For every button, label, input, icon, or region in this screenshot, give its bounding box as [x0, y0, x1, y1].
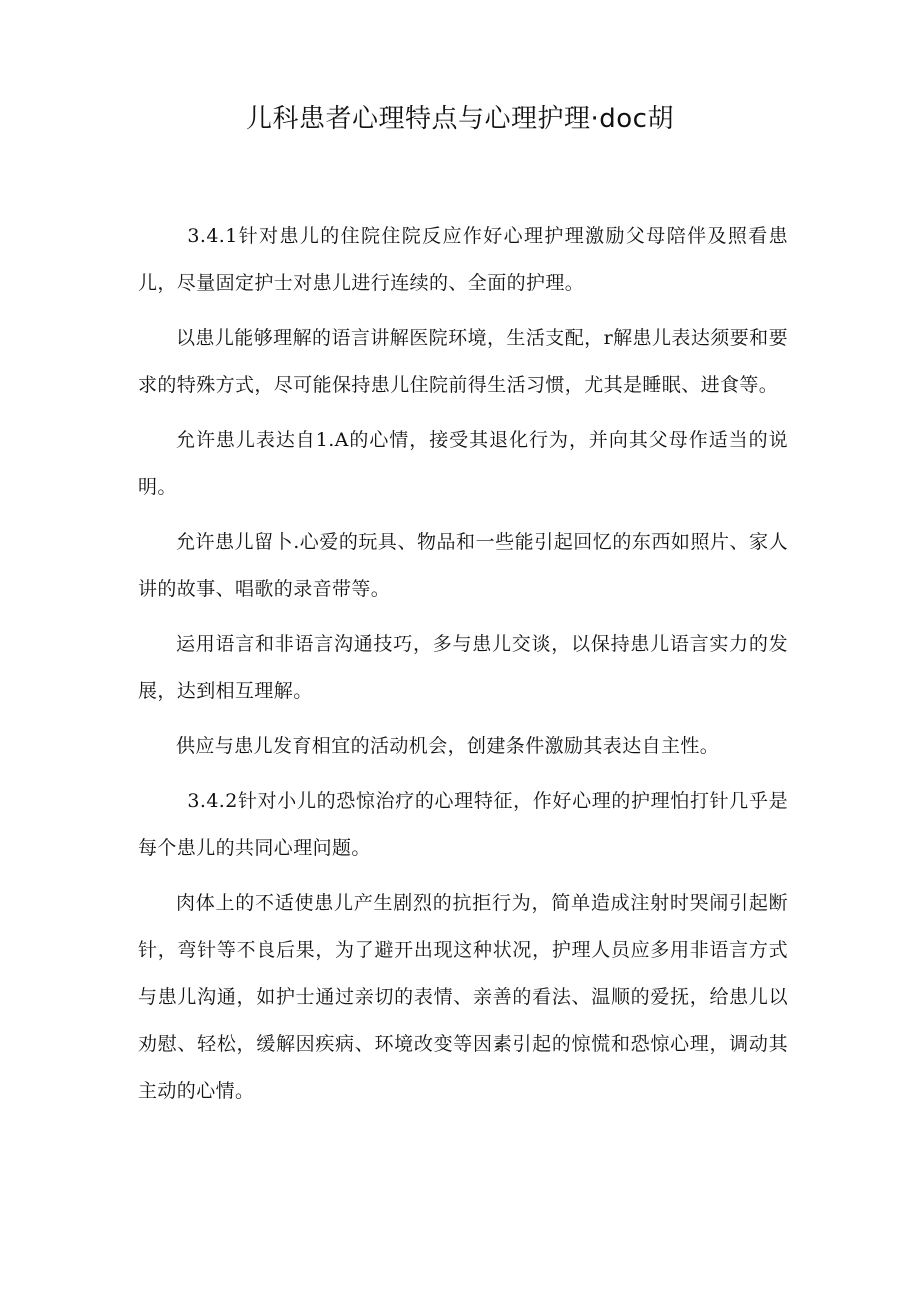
- paragraph: 以患儿能够理解的语言讲解医院环境，生活支配，r解患儿表达须要和要求的特殊方式，尽可能保持患儿住院前得生活习惯，尤其是睡眠、进食等。: [138, 327, 788, 396]
- paragraph: 肉体上的不适使患儿产生剧烈的抗拒行为，简单造成注射时哭闹引起断针，弯针等不良后果，为了避开出现这种状况，护理人员应多用非语言方式与患儿沟通，如护士通过亲切的表情、亲善的看法、温顺的爱抚，给患儿以劝慰、轻松，缓解因疾病、环境改变等因素引起的惊慌和恐惊心理，调动其主动的心情。: [138, 892, 788, 1102]
- paragraph: 供应与患儿发育相宜的活动机会，创建条件激励其表达自主性。: [176, 735, 720, 757]
- paragraph-3-4-2: 3.4.2针对小儿的恐惊治疗的心理特征，作好心理的护理怕打针几乎是每个患儿的共同心理问题。: [138, 790, 788, 859]
- paragraph: 运用语言和非语言沟通技巧，多与患儿交谈，以保持患儿语言实力的发展，达到相互理解。: [138, 633, 788, 702]
- paragraph: 允许患儿留卜.心爱的玩具、物品和一些能引起回忆的东西如照片、家人讲的故事、唱歌的录音带等。: [138, 531, 788, 600]
- document-title: 儿科患者心理特点与心理护理·doc胡: [246, 104, 674, 134]
- paragraph-3-4-1: 3.4.1针对患儿的住院住院反应作好心理护理激励父母陪伴及照看患儿，尽量固定护士对患儿进行连续的、全面的护理。: [138, 225, 788, 294]
- document-body: [138, 213, 788, 1123]
- paragraph: 允许患儿表达自1.A的心情，接受其退化行为，并向其父母作适当的说明。: [138, 429, 788, 498]
